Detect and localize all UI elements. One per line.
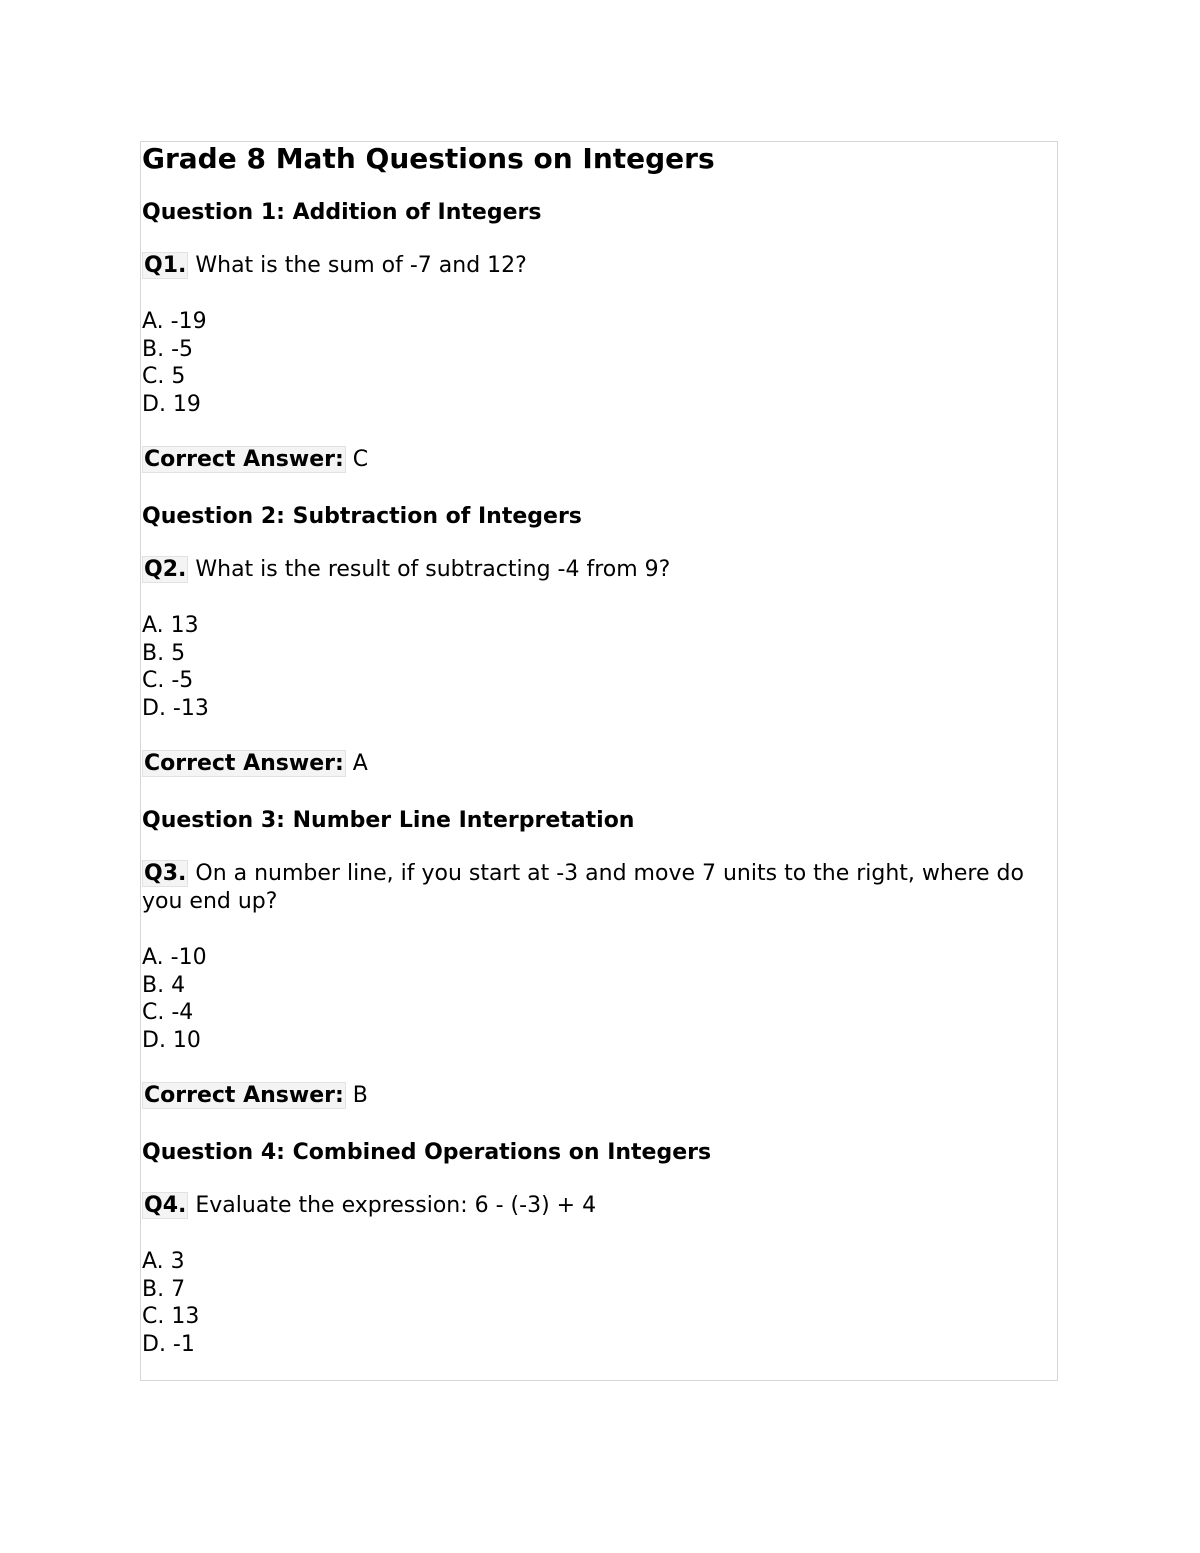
option-b: B. 4 xyxy=(142,972,186,998)
question-4-label: Q4. xyxy=(144,1193,187,1218)
page-title: Grade 8 Math Questions on Integers xyxy=(142,142,715,175)
question-2 xyxy=(142,502,1056,806)
question-1-heading: Question 1: Addition of Integers xyxy=(142,200,542,225)
question-3-label: Q3. xyxy=(144,861,187,886)
question-3-heading: Question 3: Number Line Interpretation xyxy=(142,808,635,833)
option-d: D. 19 xyxy=(142,391,201,417)
option-a: A. -10 xyxy=(142,945,207,970)
option-d: D. -13 xyxy=(142,695,209,721)
option-d: D. -1 xyxy=(142,1331,195,1357)
question-3-prompt xyxy=(142,860,1056,916)
question-2-text: What is the result of subtracting -4 from 9? xyxy=(195,557,671,582)
option-b: B. 7 xyxy=(142,1276,186,1302)
question-2-prompt xyxy=(142,556,1056,584)
question-1-text: What is the sum of -7 and 12? xyxy=(195,253,527,278)
question-3-text: On a number line, if you start at -3 and move 7 units to the right, where do you end up? xyxy=(142,861,1024,914)
correct-answer-value: A xyxy=(352,751,368,776)
correct-answer-value: B xyxy=(352,1083,368,1108)
option-c: C. 13 xyxy=(142,1304,200,1329)
question-1-options xyxy=(142,308,1056,418)
question-1 xyxy=(142,198,1056,502)
option-a: A. 13 xyxy=(142,613,199,638)
question-4-text: Evaluate the expression: 6 - (-3) + 4 xyxy=(195,1193,597,1218)
question-3-answer xyxy=(142,1082,1056,1110)
question-1-label: Q1. xyxy=(144,253,187,278)
option-c: C. 5 xyxy=(142,364,186,389)
question-4-prompt xyxy=(142,1192,1056,1220)
question-3-options xyxy=(142,944,1056,1054)
correct-answer-label: Correct Answer: xyxy=(144,751,344,776)
option-a: A. -19 xyxy=(142,309,207,334)
question-2-answer xyxy=(142,750,1056,778)
question-2-options xyxy=(142,612,1056,722)
question-2-heading: Question 2: Subtraction of Integers xyxy=(142,504,582,529)
correct-answer-label: Correct Answer: xyxy=(144,447,344,472)
question-3 xyxy=(142,806,1056,1138)
question-2-label: Q2. xyxy=(144,557,187,582)
question-4 xyxy=(142,1138,1056,1358)
option-c: C. -5 xyxy=(142,668,194,693)
question-1-answer xyxy=(142,446,1056,474)
correct-answer-value: C xyxy=(352,447,369,472)
option-b: B. 5 xyxy=(142,640,186,666)
question-1-prompt xyxy=(142,252,1056,280)
question-4-heading: Question 4: Combined Operations on Integers xyxy=(142,1140,712,1165)
question-4-options xyxy=(142,1248,1056,1358)
option-a: A. 3 xyxy=(142,1249,185,1274)
option-b: B. -5 xyxy=(142,336,194,362)
correct-answer-label: Correct Answer: xyxy=(144,1083,344,1108)
option-d: D. 10 xyxy=(142,1027,201,1053)
document-content xyxy=(142,140,1056,1358)
option-c: C. -4 xyxy=(142,1000,194,1025)
